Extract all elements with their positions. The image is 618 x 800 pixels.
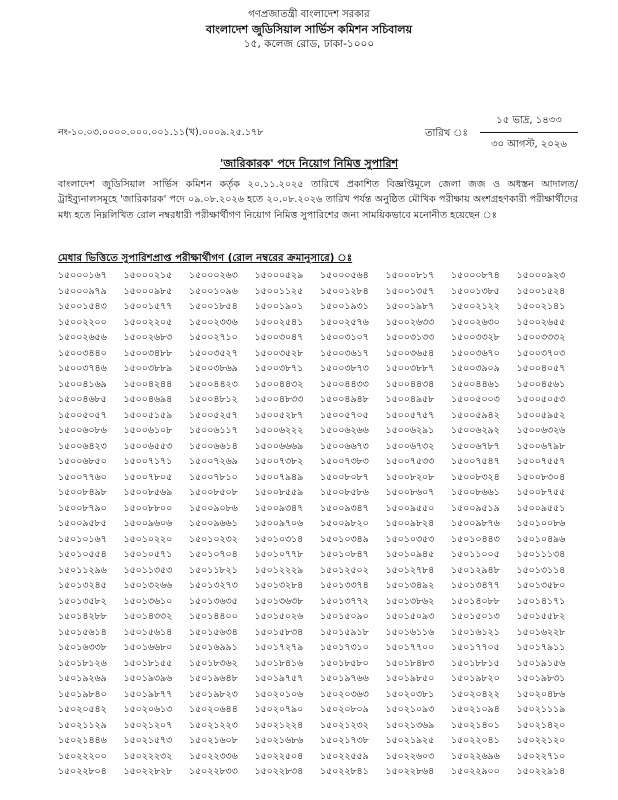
roll-number-cell: ১৫০১৬১২১: [451, 626, 500, 638]
roll-number-cell: ১৫০০০৮১৭: [385, 270, 435, 281]
roll-number-cell: ১৫০০৪৪২৩: [189, 378, 238, 390]
roll-number-cell: ১৫০২২৮৪১: [320, 766, 369, 777]
roll-number-cell: ১৫০১৯১৫৬: [516, 657, 566, 669]
roll-number-cell: ১৫০২০৩৮১: [385, 688, 435, 700]
roll-number-cell: ১৫০১৯২৬৯: [58, 673, 107, 684]
roll-number-cell: ১৫০০৩৬১৭: [320, 347, 369, 359]
roll-number-cell: ১৫০০০৯২৩: [516, 270, 566, 281]
roll-number-cell: ১৫০২১০৯৪: [451, 704, 500, 715]
roll-number-cell: ১৫০১০৪৯৬: [516, 533, 566, 545]
roll-number-cell: ১৫০২০৮০৯: [320, 704, 369, 715]
roll-number-cell: ১৫০০৭৩৮২: [254, 456, 304, 467]
roll-number-cell: ১৫০১৪২৮৮: [58, 611, 107, 622]
roll-number-cell: ১৫০১৫৬৩৪: [189, 626, 238, 638]
roll-number-cell: ১৫০১২২২৯: [254, 564, 304, 576]
roll-number-cell: ১৫০০১৯৮৭: [385, 301, 435, 312]
roll-number-cell: ১৫০০১৫৭৭: [123, 301, 173, 312]
roll-number-cell: ১৫০২০৪৮৬: [516, 688, 566, 700]
roll-number-cell: ১৫০১০৭৭৮: [254, 549, 304, 560]
roll-number-cell: ১৫০১৫০১৩: [451, 611, 500, 622]
roll-number-cell: ১৫০০৪২৪৪: [123, 378, 173, 390]
roll-number-cell: ১৫০০৭৫৩৩: [385, 456, 435, 467]
roll-number-cell: ১৫০১০৩৪৯: [320, 533, 369, 545]
roll-number-cell: ১৫০০৬৭৩২: [385, 440, 435, 452]
roll-number-cell: ১৫০১৭৯১১: [516, 642, 566, 653]
roll-number-cell: ১৫০০৪৯৪৮: [320, 394, 369, 405]
roll-number-cell: ১৫০১৮৪৮৩: [385, 657, 435, 669]
roll-number-cell: ১৫০০৮৩২৪: [451, 471, 500, 483]
roll-number-cell: ১৫০২১১২৯: [58, 719, 107, 731]
roll-number-cell: ১৫০১৫৬১৪: [58, 626, 107, 638]
roll-number-cell: ১৫০১৫০২৬: [254, 611, 304, 622]
roll-number-cell: ১৫০০৬৬৭৩: [320, 440, 369, 452]
roll-number-cell: ১৫০০৮৫০৮: [189, 487, 238, 498]
roll-number-cell: ১৫০০১৫৪৩: [58, 301, 107, 312]
roll-number-cell: ১৫০০৯৭০৬: [254, 518, 304, 529]
roll-number-cell: ১৫০২০৫৪২: [58, 704, 107, 715]
roll-number-cell: ১৫০২১৪৪৬: [58, 735, 107, 746]
roll-number-cell: ১৫০০১২৮৪: [320, 285, 369, 297]
roll-number-cell: ১৫০২২৮৩৩: [189, 766, 238, 777]
roll-number-cell: ১৫০০৫৭০৫: [320, 409, 369, 421]
roll-number-cell: ১৫০২২৬৯৬: [451, 750, 500, 762]
roll-number-cell: ১৫০২২৯০০: [451, 766, 500, 777]
roll-number-cell: ১৫০০৮৪৯৮: [58, 487, 107, 498]
roll-number-cell: ১৫০০৯৮২০: [320, 518, 369, 529]
roll-number-cell: ১৫০০৩৩৩২: [516, 332, 566, 343]
roll-number-cell: ১৫০০৩৮৭১: [254, 363, 304, 374]
roll-number-cell: ১৫০০৯৮৭৬: [451, 518, 500, 529]
roll-number-cell: ১৫০২১৩৬৯: [385, 719, 435, 731]
roll-number-cell: ১৫০০২৬৫৬: [58, 332, 107, 343]
roll-number-cell: ১৫০০৬২২২: [254, 425, 304, 436]
roll-number-cell: ১৫০০০২১৫: [123, 270, 173, 281]
roll-number-cell: ১৫০০৬২৯২: [451, 425, 500, 436]
roll-number-cell: ১৫০০৩১৩৩: [385, 332, 435, 343]
roll-number-cell: ১৫০১৯৩৯৬: [123, 673, 173, 684]
roll-number-cell: ১৫০০৩১০৭: [320, 332, 369, 343]
roll-number-cell: ১৫০০০৯৮৫: [123, 285, 173, 297]
roll-number-cell: ১৫০০০২৬৩: [189, 270, 238, 281]
roll-number-cell: ১৫০১৯৬৪৮: [189, 673, 238, 684]
roll-number-cell: ১৫০০৭১৭১: [123, 456, 173, 467]
roll-number-cell: ১৫০০১০৯৬: [189, 285, 238, 297]
roll-number-cell: ১৫০০৮৫৮৬: [320, 487, 369, 498]
roll-number-cell: ১৫০১৯৮৭৭: [123, 688, 173, 700]
roll-number-cell: ১৫০০৩৫২৮: [254, 347, 304, 359]
roll-number-cell: ১৫০২১৯২৫: [385, 735, 435, 746]
roll-number-cell: ১৫০১৯৭৫৭: [254, 673, 304, 684]
roll-number-cell: ১৫০০৪৪৩৩: [320, 378, 369, 390]
roll-number-cell: ১৫০০২৬৩০: [451, 316, 500, 328]
roll-number-cell: ১৫০০২১২২: [451, 301, 500, 312]
roll-number-cell: ১৫০০২৬৩৩: [385, 316, 435, 328]
roll-number-cell: ১৫০১২৫০২: [320, 564, 369, 576]
roll-number-cell: ১৫০২১৪২০: [516, 719, 566, 731]
roll-number-cell: ১৫০২২২৩২: [123, 750, 173, 762]
organization-address: ১৫, কলেজ রোড, ঢাকা-১০০০: [243, 38, 375, 50]
roll-number-cell: ১৫০১৯৮২০: [451, 673, 500, 684]
roll-number-cell: ১৫০১৬৯৯১: [189, 642, 238, 653]
roll-number-cell: ১৫০০২২০০: [58, 316, 107, 328]
roll-number-cell: ১৫০০৮২০৮: [385, 471, 435, 483]
roll-number-cell: ১৫০২২৮৩৪: [254, 766, 304, 777]
roll-number-cell: ১৫০০৪৪৩৪: [385, 378, 435, 390]
roll-number-cell: ১৫০০৩৬৫৪: [385, 347, 435, 359]
roll-number-cell: ১৫০০৬৫৫৩: [123, 440, 173, 452]
roll-number-cell: ১৫০১০৯৪৫: [385, 549, 435, 560]
roll-number-cell: ১৫০০২৫৪১: [254, 316, 304, 328]
roll-number-cell: ১৫০১৮৮১৫: [451, 657, 500, 669]
roll-number-cell: ১৫০১১১৩৪: [516, 549, 566, 560]
roll-number-cell: ১৫০০১৩৮৫: [451, 285, 500, 297]
roll-number-cell: ১৫০১৩৬৩৫: [189, 595, 238, 607]
roll-number-cell: ১৫০১৪০৮৮: [451, 595, 500, 607]
roll-number-cell: ১৫০০৭৫৪৭: [451, 456, 500, 467]
roll-number-cell: ১৫০০৮০৮৭: [320, 471, 369, 483]
roll-number-cell: ১৫০০৯৮২৪: [385, 518, 435, 529]
roll-number-cell: ১৫০০২৭১০: [189, 332, 238, 343]
roll-number-cell: ১৫০২২১২০: [516, 735, 566, 746]
roll-number-cell: ১৫০০৯৫৫১: [516, 502, 566, 514]
roll-number-cell: ১৫০২২৮৬৪: [385, 766, 435, 777]
roll-number-cell: ১৫০১৪১৭১: [516, 595, 566, 607]
roll-number-cell: ১৫০০১৫২৪: [516, 285, 566, 297]
roll-number-cell: ১৫০১০০৮৬: [516, 518, 566, 529]
roll-number-cell: ১৫০০৯৫৮৫: [58, 518, 107, 529]
organization-name: বাংলাদেশ জুডিসিয়াল সার্ভিস কমিশন সচিবালয়: [205, 23, 413, 36]
roll-number-cell: ১৫০১০৭০৪: [189, 549, 238, 560]
roll-number-cell: ১৫০২১০৯৩: [385, 704, 435, 715]
roll-number-cell: ১৫০১৫০৯০: [320, 611, 369, 622]
roll-number-cell: ১৫০২২৯১৪: [516, 766, 566, 777]
roll-number-cell: ১৫০০৮৫৬৯: [123, 487, 173, 498]
roll-number-cell: ১৫০১৪৪০০: [189, 611, 238, 622]
roll-number-cell: ১৫০২২৫০৪: [254, 750, 304, 762]
roll-number-cell: ১৫০১৪৩৩২: [123, 611, 173, 622]
roll-number-cell: ১৫০২২৮০৪: [58, 766, 107, 777]
roll-number-cell: ১৫০০০৫৬৪: [320, 270, 369, 281]
roll-number-cell: ১৫০১৫৮৩৪: [254, 626, 304, 638]
roll-number-cell: ১৫০০২৬৮৩: [123, 332, 173, 343]
list-heading: মেধার ভিত্তিতে সুপারিশপ্রাপ্ত পরীক্ষার্থীগণ (রোল নম্বরের ক্রমানুসারে) ঃ: [58, 253, 353, 264]
roll-number-cell: ১৫০০৫১৫৯: [123, 409, 173, 421]
roll-number-cell: ১৫০১৩৫৮২: [58, 595, 107, 607]
roll-number-cell: ১৫০২১২২৪: [254, 719, 304, 731]
roll-number-cell: ১৫০০১৩৫৭: [385, 285, 435, 297]
roll-number-cell: ১৫০০২২০৫: [123, 316, 173, 328]
roll-number-cell: ১৫০১৩৩৭৪: [320, 580, 369, 591]
roll-number-cell: ১৫০০১৮৫৪: [189, 301, 238, 312]
roll-number-cell: ১৫০২১২০৭: [123, 719, 173, 731]
roll-number-cell: ১৫০১৫০৯৩: [385, 611, 435, 622]
roll-number-cell: ১৫০২০৭৯০: [254, 704, 304, 715]
roll-number-cell: ১৫০২১১১৯: [516, 704, 566, 715]
roll-number-cell: ১৫০১৩১১৪: [516, 564, 566, 576]
roll-number-cell: ১৫০০৮৭৫৫: [516, 487, 566, 498]
date-bangla: ১৫ ভাদ্র, ১৪৩৩: [480, 113, 578, 133]
roll-number-cell: ১৫০০৭৭৬০: [58, 471, 107, 483]
roll-number-cell: ১৫০২২৮২৮: [123, 766, 173, 777]
roll-number-cell: ১৫০১৮৪১৬: [254, 657, 304, 669]
roll-number-cell: ১৫০০২৬৫৫: [516, 316, 566, 328]
roll-number-cell: ১৫০১৯৮৩১: [516, 673, 566, 684]
roll-number-cell: ১৫০২১৪০১: [451, 719, 500, 731]
roll-number-cell: ১৫০২২৭১০: [516, 750, 566, 762]
roll-number-cell: ১৫০১৬১১৬: [385, 626, 435, 638]
roll-number-cell: ১৫০০৭৫৫৭: [516, 456, 566, 467]
subject-line: 'জারিকারক' পদে নিয়োগ নিমিত্ত সুপারিশ: [219, 157, 399, 170]
roll-number-cell: ১৫০১০১৬৭: [58, 533, 107, 545]
roll-number-cell: ১৫০০৪৪৩২: [254, 378, 304, 390]
roll-number-cell: ১৫০১৮৩৬২: [189, 657, 238, 669]
roll-number-cell: ১৫০০১৯০১: [254, 301, 304, 312]
roll-number-cell: ১৫০০৬৭৮৭: [451, 440, 500, 452]
roll-number-cell: ১৫০১১৮২১: [189, 564, 238, 576]
roll-number-cell: ১৫০১৩৬৩৮: [254, 595, 304, 607]
roll-number-cell: ১৫০১০২২০: [123, 533, 173, 545]
roll-number-cell: ১৫০১৩৪৯২: [385, 580, 435, 591]
roll-number-cell: ১৫০০৫০৫৭: [58, 409, 107, 421]
roll-number-cell: ১৫০০৬৭৯৮: [516, 440, 566, 452]
roll-number-cell: ১৫০১৩২৮৪: [254, 580, 304, 591]
roll-number-cell: ১৫০০৯৬০৬: [123, 518, 173, 529]
roll-number-cell: ১৫০২১৬০৮: [189, 735, 238, 746]
roll-number-cell: ১৫০০৬১০৮: [123, 425, 173, 436]
roll-number-cell: ১৫০০৮৩০৪: [516, 471, 566, 483]
roll-number-cell: ১৫০২১৭৩৮: [320, 735, 369, 746]
roll-number-cell: ১৫০২০১০৬: [254, 688, 304, 700]
memo-number: নং-১০.০৩.০০০০.০০০.০০১.১১(খ).০০০৯.২৫.১৭৮: [58, 127, 264, 138]
roll-number-cell: ১৫০২২৬০৩: [385, 750, 435, 762]
roll-number-cell: ১৫০০৪৯৫৮: [385, 394, 435, 405]
roll-number-cell: ১৫০০৪৮১২: [189, 394, 238, 405]
roll-number-cell: ১৫০০৩৮৮৭: [385, 363, 435, 374]
roll-number-cell: ১৫০১৫৫৮২: [516, 611, 566, 622]
roll-number-cell: ১৫০০৩৫২৭: [189, 347, 238, 359]
date-block: [480, 113, 578, 154]
roll-number-cell: ১৫০২১২২৩: [189, 719, 238, 731]
roll-number-cell: ১৫০০৮৬৬১: [451, 487, 500, 498]
roll-number-cell: ১৫০১০৩৫৩: [385, 533, 435, 545]
roll-number-cell: ১৫০০৮৫৫৯: [254, 487, 304, 498]
roll-number-cell: ১৫০০৭২৬৯: [189, 456, 238, 467]
roll-number-cell: ১৫০০২৫৭৬: [320, 316, 369, 328]
roll-number-cell: ১৫০০৯৩৪৭: [254, 502, 304, 514]
roll-number-cell: ১৫০০৬৪২৩: [58, 440, 107, 452]
roll-number-cell: ১৫০১৬২২৮: [516, 626, 566, 638]
roll-number-cell: ১৫০১৬৬৮০: [123, 642, 173, 653]
roll-number-cell: ১৫০২১৬৮৬: [254, 735, 304, 746]
roll-number-cell: ১৫০২১২৩২: [320, 719, 369, 731]
roll-number-cell: ১৫০২১৫৭৩: [123, 735, 173, 746]
roll-number-cell: ১৫০১৩৫৮০: [516, 580, 566, 591]
roll-number-cell: ১৫০০৩৭৪৬: [58, 363, 107, 374]
roll-number-cell: ১৫০০৯৫১৯: [451, 502, 500, 514]
roll-number-cell: ১৫০০২৩৩৬: [189, 316, 238, 328]
date-label: তারিখ ঃ: [425, 128, 468, 139]
government-name: গণপ্রজাতন্ত্রী বাংলাদেশ সরকার: [248, 9, 370, 20]
roll-number-cell: ১৫০১০৫৭১: [123, 549, 173, 560]
roll-number-cell: ১৫০০৬১১৭: [189, 425, 238, 436]
roll-number-cell: ১৫০১১৩৫৩: [123, 564, 173, 576]
roll-number-cell: ১৫০০০৫২৯: [254, 270, 304, 281]
roll-number-cell: ১৫০০৬২৯১: [385, 425, 435, 436]
roll-number-cell: ১৫০০৫৯৪২: [451, 409, 500, 421]
roll-number-cell: ১৫০১৭৭০৫: [451, 642, 500, 653]
roll-number-cell: ১৫০০০৮৭৪: [451, 270, 500, 281]
roll-number-cell: ১৫০০৪৪৬১: [451, 378, 500, 390]
roll-number-cell: ১৫০০৪৫৬১: [516, 378, 566, 390]
roll-number-cell: ১৫০১৭২৭৯: [254, 642, 304, 653]
roll-number-cell: ১৫০১৯৮৪০: [58, 688, 107, 700]
roll-number-cell: ১৫০০৬৬৬৯: [254, 440, 304, 452]
roll-number-cell: ১৫০১৯৭৬৬: [320, 673, 369, 684]
roll-number-cell: ১৫০০৩৮৬৯: [189, 363, 238, 374]
roll-number-cell: ১৫০১১০০৫: [451, 549, 500, 560]
roll-number-cell: ১৫০২২৫৫৯: [320, 750, 369, 762]
roll-number-cell: ১৫০০৩৩২৮: [451, 332, 500, 343]
roll-number-cell: ১৫০০৫২৫৭: [189, 409, 238, 421]
roll-number-cell: ১৫০০৭৩৮৩: [320, 456, 369, 467]
roll-number-cell: ১৫০১৮১৫৫: [123, 657, 173, 669]
roll-number-cell: ১৫০০৯৩৪৭: [320, 502, 369, 514]
roll-number-cell: ১৫০১৩২৬৬: [123, 580, 173, 591]
roll-number-cell: ১৫০০৮৮০০: [123, 502, 173, 514]
roll-number-cell: ১৫০১২৭৮৪: [385, 564, 435, 576]
roll-number-cell: ১৫০১০৮৪৭: [320, 549, 369, 560]
roll-number-table: [58, 268, 582, 780]
roll-number-cell: ১৫০০৩০৪৭: [254, 332, 304, 343]
roll-number-cell: ১৫০১৩৪৭৭: [451, 580, 500, 591]
roll-number-cell: ১৫০০৯৫৫০: [385, 502, 435, 514]
roll-number-cell: ১৫০১৫৬১৪: [123, 626, 173, 638]
roll-number-cell: ১৫০১০৩১৪: [254, 533, 304, 545]
roll-number-cell: ১৫০২২২০০: [58, 750, 107, 762]
roll-number-cell: ১৫০০৮৬০৭: [385, 487, 435, 498]
roll-number-cell: ১৫০১৬৩৩৮: [58, 642, 107, 653]
roll-number-cell: ১৫০০৩৪৮৮: [123, 347, 173, 359]
roll-number-cell: ১৫০১০২৩২: [189, 533, 238, 545]
roll-number-cell: ১৫০১৩৮৬২: [385, 595, 435, 607]
roll-number-cell: ১৫০২০৬১৩: [123, 704, 173, 715]
roll-number-cell: ১৫০০৫৯৫২: [516, 409, 566, 421]
roll-number-cell: ১৫০০৫০৫৩: [516, 394, 566, 405]
roll-number-cell: ১৫০০১৯৩১: [320, 301, 369, 312]
roll-number-cell: ১৫০১০৫৫৪: [58, 549, 107, 560]
roll-number-cell: ১৫০০৮৭৯০: [58, 502, 107, 514]
roll-number-cell: ১৫০০৩৮৮৯: [123, 363, 173, 374]
roll-number-cell: ১৫০০৪১৬৯: [58, 378, 107, 390]
roll-number-cell: ১৫০০৬২৬৬: [320, 425, 369, 436]
roll-number-cell: ১৫০১৫৯১৮: [320, 626, 369, 638]
roll-number-cell: ১৫০০৩৭০৩: [516, 347, 566, 359]
roll-number-cell: ১৫০০০৯৭৯: [58, 285, 107, 297]
roll-number-cell: ১৫০১৭৩১০: [320, 642, 369, 653]
roll-number-cell: ১৫০০৪৬৯৪: [123, 394, 173, 405]
roll-number-cell: ১৫০২২০৪১: [451, 735, 500, 746]
roll-number-cell: ১৫০০১১২৫: [254, 285, 304, 297]
roll-number-cell: ১৫০১৮৫৮০: [320, 657, 369, 669]
roll-number-cell: ১৫০০০১৬৭: [58, 270, 107, 281]
roll-number-cell: ১৫০০৪০৫৭: [516, 363, 566, 374]
roll-number-cell: ১৫০০৩৬৭০: [451, 347, 500, 359]
roll-number-cell: ১৫০০৬০৮৬: [58, 425, 107, 436]
roll-number-cell: ১৫০০৪৮৩৩: [254, 394, 304, 405]
roll-number-cell: ১৫০১৭৭০০: [385, 642, 435, 653]
roll-number-cell: ১৫০০৬৬১৪: [189, 440, 238, 452]
roll-number-cell: ১৫০২০৩৬৩: [320, 688, 369, 700]
roll-number-cell: ১৫০২০৪২২: [451, 688, 500, 700]
roll-number-cell: ১৫০০৫০০৩: [451, 394, 500, 405]
roll-number-cell: ১৫০০৭৯৪৯: [254, 471, 304, 483]
roll-number-cell: ১৫০১০৪৪৩: [451, 533, 500, 545]
roll-number-cell: ১৫০০৭৮০৫: [123, 471, 173, 483]
roll-number-cell: ১৫০১১২৯৬: [58, 564, 107, 576]
date-english: ৩০ আগস্ট, ২০২৬: [491, 139, 567, 150]
roll-number-cell: ১৫০১৩৭৭২: [320, 595, 369, 607]
roll-number-cell: ১৫০০৫৭৫৭: [385, 409, 435, 421]
roll-number-cell: ১৫০১২৯৪৮: [451, 564, 500, 576]
roll-number-cell: ১৫০১৯৮৫০: [385, 673, 435, 684]
roll-number-cell: ১৫০০৯৬৬১: [189, 518, 238, 529]
roll-number-cell: ১৫০০৭৮১০: [189, 471, 238, 483]
roll-number-cell: ১৫০০২১৪১: [516, 301, 566, 312]
body-paragraph: বাংলাদেশ জুডিসিয়াল সার্ভিস কমিশন কর্তৃক ২০.১১.২০২৫ তারিখে প্রকাশিত বিজ্ঞপ্তিমূলে জেলা জজ ও অধস্তন আদালত/ট্রাইব্যুনালসমূহে 'জারিকারক' পদে ০৯.০৮.২০২৬ হতে ২০.০৮.২০২৬ তারিখ পর্যন্ত অনুষ্ঠিত মৌখিক পরীক্ষায় অংশগ্রহণকারী পরীক্ষার্থীদের মধ্য হতে নিম্নলিখিত রোল নম্বরধারী পরীক্ষার্থীগণ নিয়োগ নিমিত্ত সুপারিশের জন্য সাময়িকভাবে মনোনীত হয়েছেন ঃ: [58, 179, 578, 221]
roll-number-cell: ১৫০২২৩৩৬: [189, 750, 238, 762]
roll-number-cell: ১৫০০৪৬৮৫: [58, 394, 107, 405]
roll-number-cell: ১৫০০৫২৮৭: [254, 409, 304, 421]
roll-number-cell: ১৫০২০৬৪৪: [189, 704, 238, 715]
roll-number-cell: ১৫০১৮১২৬: [58, 657, 107, 669]
roll-number-cell: ১৫০০৩৮৭৩: [320, 363, 369, 374]
roll-number-cell: ১৫০১৩৬১০: [123, 595, 173, 607]
roll-number-cell: ১৫০০৩৯০৯: [451, 363, 500, 374]
roll-number-cell: ১৫০১৯৮২৩: [189, 688, 238, 700]
roll-number-cell: ১৫০১৩২৪৫: [58, 580, 107, 591]
roll-number-cell: ১৫০০৯০৮৬: [189, 502, 238, 514]
roll-number-cell: ১৫০০৬৩২৬: [516, 425, 566, 436]
roll-number-cell: ১৫০০৩৪৪০: [58, 347, 107, 359]
roll-number-cell: ১৫০১৩২৭৩: [189, 580, 238, 591]
roll-number-cell: ১৫০০৬৮৫০: [58, 456, 107, 467]
